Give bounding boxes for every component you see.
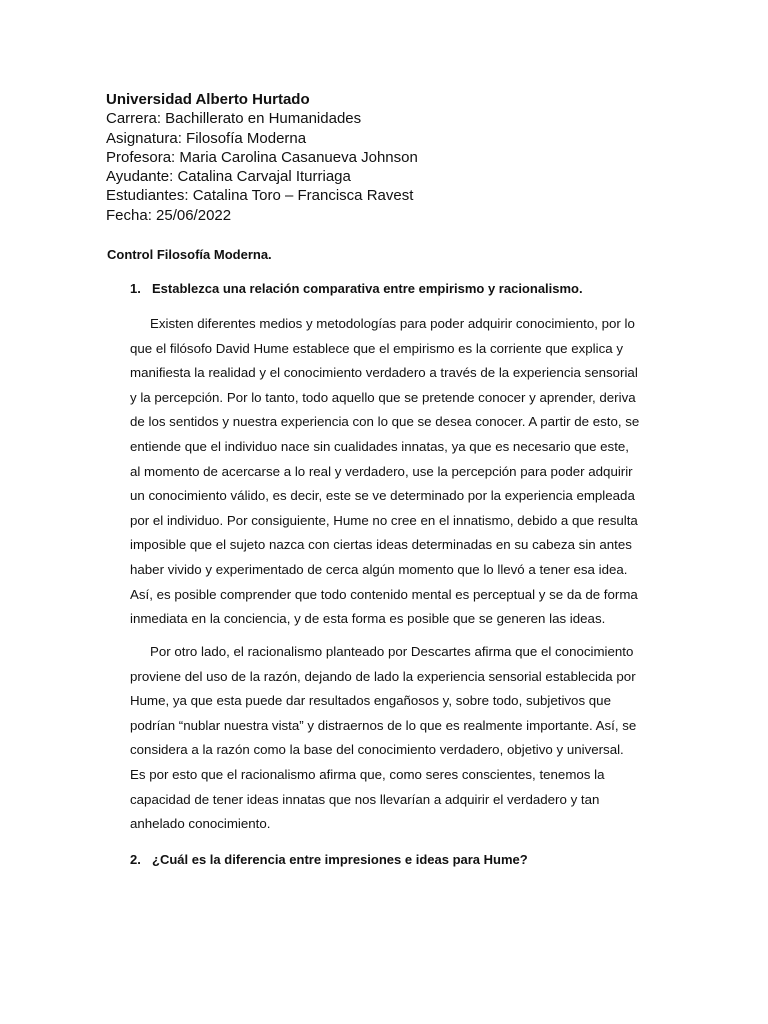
paragraph-line: Así, es posible comprender que todo contenido mental es perceptual y se da de forma [130, 586, 638, 602]
question-text: ¿Cuál es la diferencia entre impresiones e ideas para Hume? [152, 852, 528, 867]
question-number: 2. [130, 852, 141, 867]
document-title: Control Filosofía Moderna. [107, 247, 272, 262]
paragraph-line: Por otro lado, el racionalismo planteado por Descartes afirma que el conocimiento [150, 644, 634, 659]
paragraph-line: Existen diferentes medios y metodologías para poder adquirir conocimiento, por lo [150, 316, 635, 331]
paragraph-line: un conocimiento válido, es decir, este se ve determinado por la experiencia empleada [130, 488, 635, 504]
paragraph-line: manifiesta la realidad y el conocimiento verdadero a través de la experiencia sensorial [130, 365, 638, 381]
professor-line: Profesora: Maria Carolina Casanueva Johnson [106, 148, 418, 166]
career-line: Carrera: Bachillerato en Humanidades [106, 110, 362, 128]
students-line: Estudiantes: Catalina Toro – Francisca Ravest [106, 187, 414, 205]
paragraph-line: podrían “nublar nuestra vista” y distraernos de lo que es realmente importante. Así, se [130, 717, 637, 733]
paragraph-line: Es por esto que el racionalismo afirma que, como seres conscientes, tenemos la [130, 766, 605, 782]
paragraph-line: Hume, ya que esta puede dar resultados engañosos y, sobre todo, subjetivos que [130, 693, 611, 709]
paragraph-line: haber vivido y experimentado de cerca algún momento que lo llevó a tener esa idea. [130, 561, 628, 577]
university-name: Universidad Alberto Hurtado [106, 91, 310, 108]
answer-paragraph-2 [130, 640, 662, 837]
answer-paragraph-1 [130, 312, 662, 632]
paragraph-line: que el filósofo David Hume establece que el empirismo es la corriente que explica y [130, 340, 623, 356]
document-header [106, 90, 706, 225]
paragraph-line: inmediata en la conciencia, y de esta forma es posible que se generen las ideas. [130, 611, 606, 627]
paragraph-line: y la percepción. Por lo tanto, todo aquello que se pretende conocer y aprender, deriva [130, 389, 636, 405]
paragraph-line: al momento de acercarse a lo real y verdadero, use la percepción para poder adquirir [130, 463, 633, 479]
question-1 [130, 280, 583, 298]
question-2 [130, 851, 528, 869]
paragraph-line: imposible que el sujeto nazca con ciertas ideas determinadas en su cabeza sin antes [130, 537, 632, 553]
paragraph-line: capacidad de tener ideas innatas que nos llevarían a adquirir el verdadero y tan [130, 791, 600, 807]
date-line: Fecha: 25/06/2022 [106, 206, 232, 224]
question-number: 1. [130, 281, 141, 296]
subject-line: Asignatura: Filosofía Moderna [106, 129, 307, 147]
assistant-line: Ayudante: Catalina Carvajal Iturriaga [106, 168, 351, 186]
paragraph-line: proviene del uso de la razón, dejando de lado la experiencia sensorial establecida por [130, 668, 636, 684]
paragraph-line: entiende que el individuo nace sin cualidades innatas, ya que es necesario que este, [130, 438, 629, 454]
paragraph-line: por el individuo. Por consiguiente, Hume no cree en el innatismo, debido a que resulta [130, 512, 638, 528]
paragraph-line: considera a la razón como la base del conocimiento verdadero, objetivo y universal. [130, 742, 624, 758]
paragraph-line: de los sentidos y nuestra experiencia con lo que se desea conocer. A partir de esto, se [130, 414, 640, 430]
question-text: Establezca una relación comparativa entre empirismo y racionalismo. [152, 281, 583, 296]
paragraph-line: anhelado conocimiento. [130, 816, 271, 832]
